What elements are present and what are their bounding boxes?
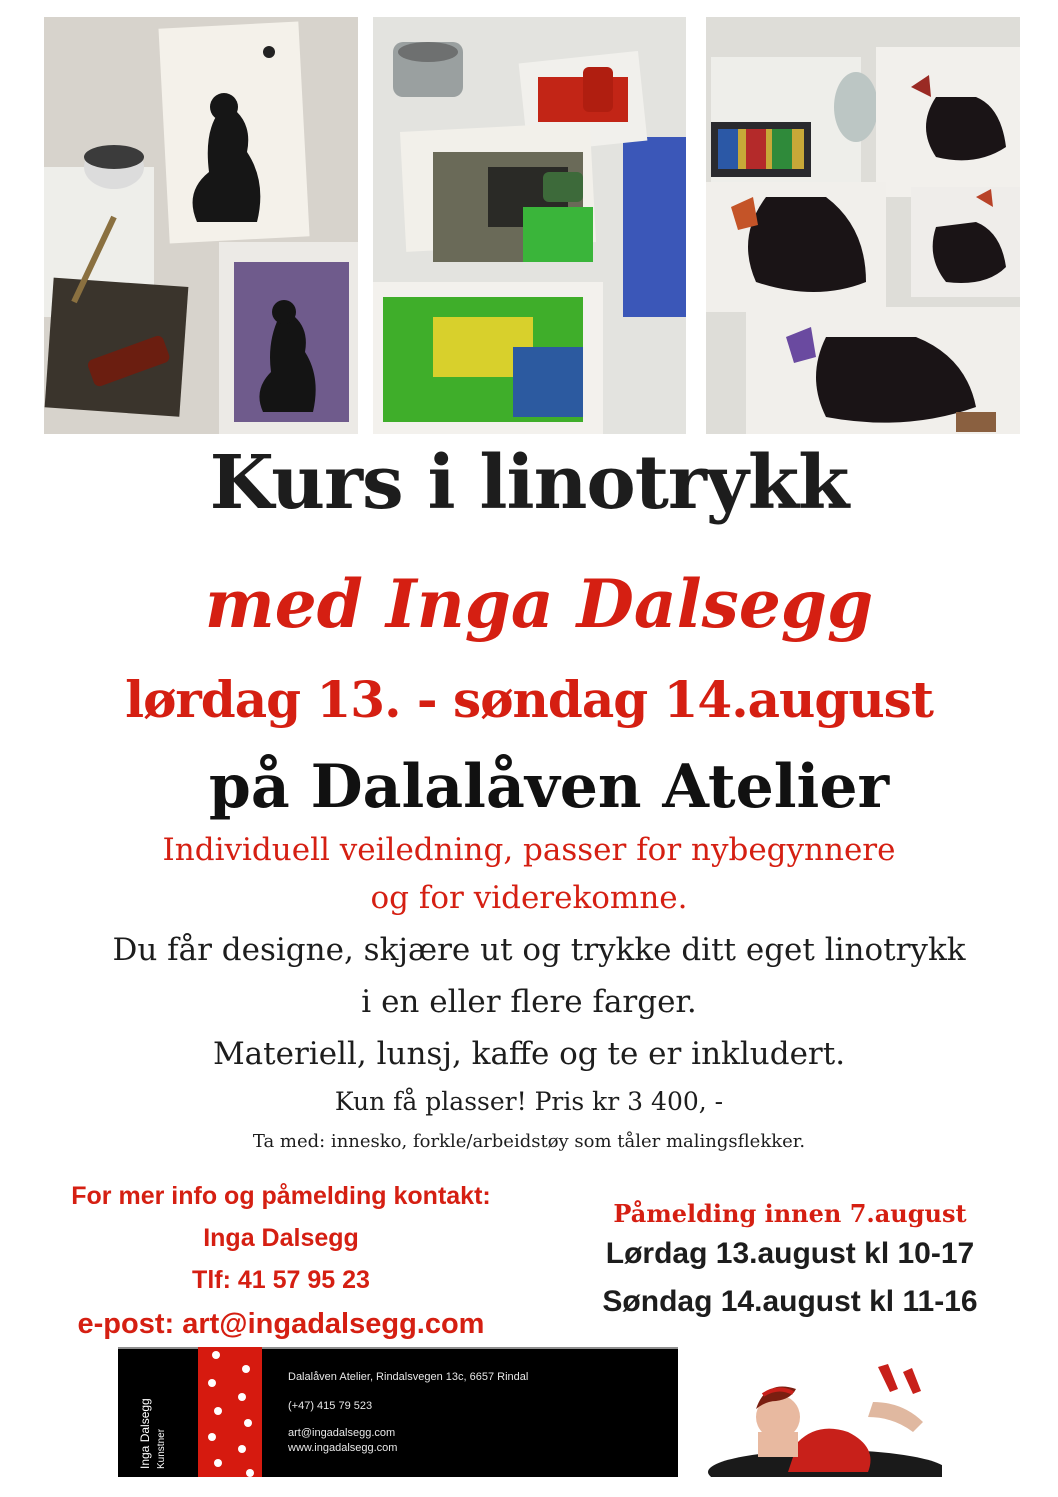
footer-email: art@ingadalsegg.com [288, 1427, 396, 1439]
artist-name: Inga Dalsegg [138, 1398, 152, 1469]
description-text: Du får designe, skjære ut og trykke ditt eget linotrykk [112, 932, 966, 968]
footer-address: Dalalåven Atelier, Rindalsvegen 13c, 6657 Rindal [288, 1371, 529, 1383]
footer-phone: (+47) 415 79 523 [288, 1400, 373, 1412]
contact-phone: Tlf: 41 57 95 23 [192, 1266, 370, 1294]
cat-butterfly-prints-photo [706, 17, 1020, 434]
course-dates: lørdag 13. - søndag 14.august [125, 670, 933, 729]
guidance-text: Individuell veiledning, passer for nybegynnere [162, 832, 896, 868]
linocut-cat-prints-photo [44, 17, 358, 434]
course-venue: på Dalalåven Atelier [208, 752, 890, 822]
instructor-subtitle: med Inga Dalsegg [204, 565, 874, 643]
registration-deadline: Påmelding innen 7.august [613, 1199, 967, 1228]
colors-text: i en eller flere farger. [361, 984, 697, 1020]
level-text: og for viderekomne. [370, 880, 688, 916]
contact-email: e-post: art@ingadalsegg.com [77, 1308, 485, 1340]
contact-heading: For mer info og påmelding kontakt: [71, 1182, 491, 1210]
artist-title: Kunstner [156, 1428, 167, 1469]
footer-banner [118, 1347, 942, 1477]
contact-name: Inga Dalsegg [203, 1224, 359, 1252]
course-title: Kurs i linotrykk [209, 440, 849, 526]
included-text: Materiell, lunsj, kaffe og te er inkludert. [212, 1036, 846, 1072]
saturday-hours: Lørdag 13.august kl 10-17 [605, 1237, 975, 1270]
footer-website: www.ingadalsegg.com [288, 1442, 398, 1454]
sunday-hours: Søndag 14.august kl 11-16 [602, 1285, 978, 1318]
bring-text: Ta med: innesko, forkle/arbeidstøy som tåler malingsflekker. [252, 1131, 806, 1152]
inked-lino-plates-photo [373, 17, 686, 434]
price-text: Kun få plasser! Pris kr 3 400, - [334, 1087, 724, 1116]
artist-vertical-label [124, 1355, 180, 1473]
artist-portrait-photo [678, 1347, 942, 1477]
polka-dot-stripe [198, 1347, 262, 1477]
